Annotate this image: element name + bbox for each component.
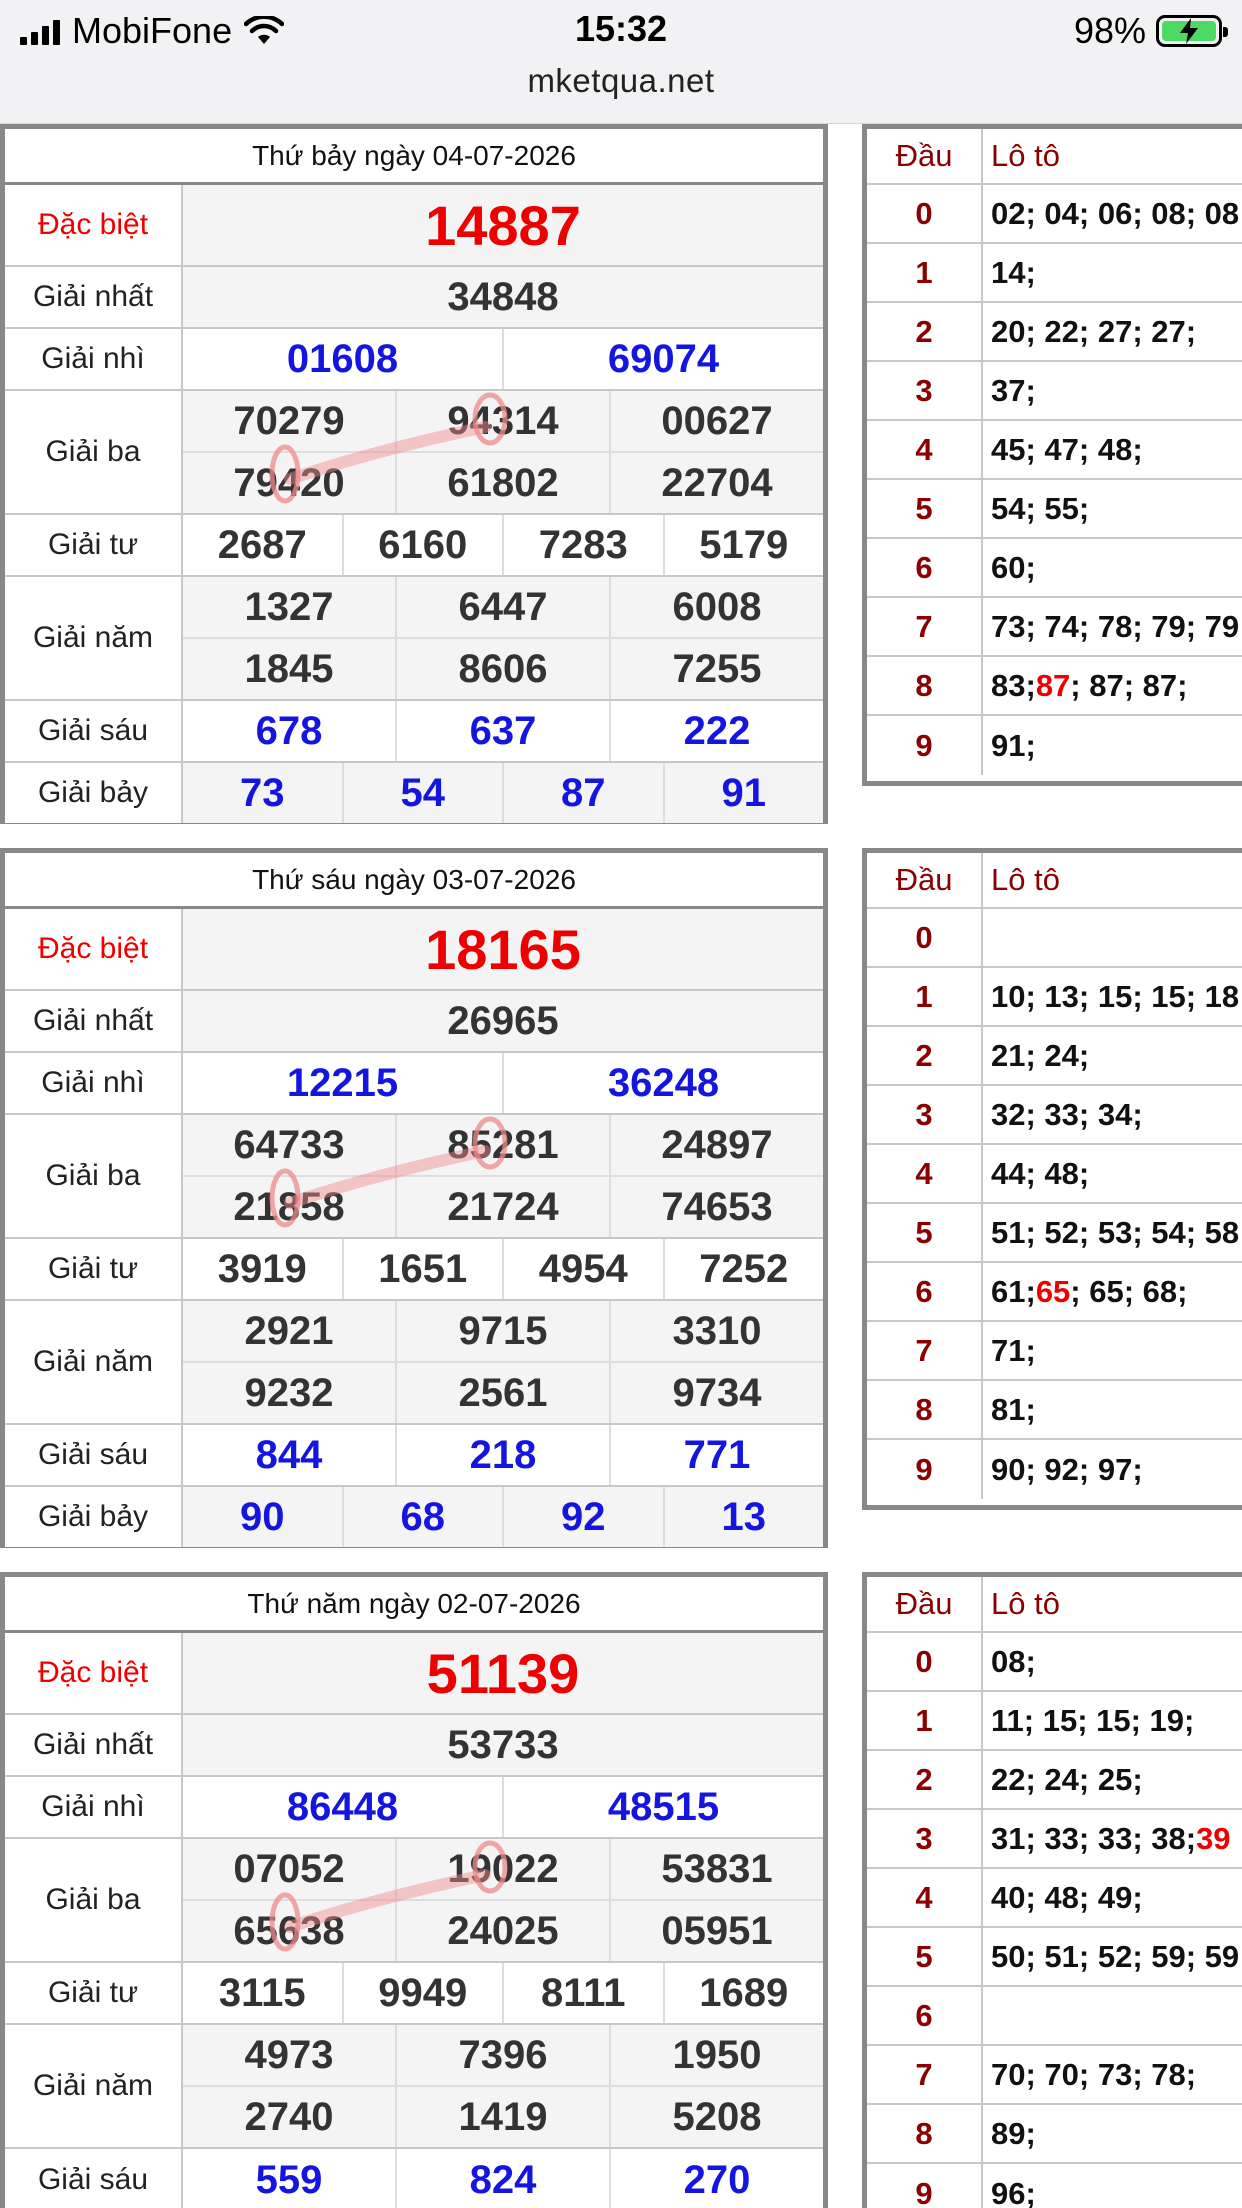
- loto-head-digit: 9: [867, 2164, 983, 2208]
- loto-head-digit: 0: [867, 185, 983, 242]
- prize-giai-tu: 7252: [663, 1239, 824, 1299]
- loto-head-digit: 6: [867, 539, 983, 596]
- loto-header: [867, 853, 1242, 909]
- loto-numbers: [983, 1322, 1036, 1379]
- status-right: [1074, 10, 1222, 52]
- loto-number-text: 73; 74; 78; 79; 79: [991, 608, 1240, 644]
- loto-number-highlight: 65: [1035, 1273, 1071, 1309]
- loto-row: [867, 1027, 1242, 1086]
- loto-numbers: [983, 2164, 1036, 2208]
- loto-head-digit: 5: [867, 1928, 983, 1985]
- prize-giai-nhi: 01608: [286, 336, 399, 381]
- draw-caption: Thứ năm ngày 02-07-2026: [5, 1577, 823, 1633]
- loto-head-digit: 0: [867, 909, 983, 966]
- prize-dac-biet: 14887: [425, 193, 581, 257]
- label-giai-bay: Giải bảy: [5, 1487, 183, 1547]
- loto-row: [867, 1928, 1242, 1987]
- row-dac-biet: [5, 909, 823, 991]
- prize-giai-tu: 8111: [502, 1963, 663, 2023]
- prize-giai-ba: 21858: [233, 1184, 345, 1229]
- loto-row: [867, 2046, 1242, 2105]
- loto-number-highlight: 87: [1035, 667, 1071, 703]
- loto-number-text: 44; 48;: [991, 1155, 1090, 1191]
- label-dac-biet: Đặc biệt: [5, 185, 183, 265]
- prize-giai-ba: 85281: [395, 1115, 609, 1175]
- loto-numbers: [983, 716, 1036, 775]
- row-giai-ba: [5, 391, 823, 515]
- loto-row: [867, 657, 1242, 716]
- label-giai-sau: Giải sáu: [5, 701, 183, 761]
- loto-number-text: 31; 33; 33; 38;: [991, 1820, 1197, 1856]
- loto-numbers: [983, 1204, 1239, 1261]
- loto-numbers: [983, 2105, 1036, 2162]
- header-dau: Đầu: [867, 853, 983, 907]
- loto-numbers: [983, 1086, 1143, 1143]
- prize-giai-nam: 9232: [244, 1370, 334, 1415]
- prize-giai-bay: 68: [342, 1487, 503, 1547]
- loto-row: [867, 909, 1242, 968]
- loto-table: [862, 1572, 1242, 2208]
- loto-numbers: [983, 362, 1036, 419]
- loto-numbers: [983, 1633, 1036, 1690]
- prize-giai-nam: 1419: [395, 2087, 609, 2147]
- loto-head-digit: 4: [867, 1145, 983, 1202]
- loto-table: [862, 124, 1242, 786]
- loto-numbers: [983, 1027, 1089, 1084]
- loto-row: [867, 1751, 1242, 1810]
- row-giai-nhat: [5, 267, 823, 329]
- loto-number-text: 50; 51; 52; 59; 59: [991, 1938, 1240, 1974]
- prize-giai-ba: 61802: [395, 453, 609, 513]
- prize-giai-bay: 91: [663, 763, 824, 823]
- loto-head-digit: 0: [867, 1633, 983, 1690]
- loto-number-text: 10; 13; 15; 15; 18: [991, 978, 1240, 1014]
- loto-row: [867, 968, 1242, 1027]
- loto-head-digit: 3: [867, 362, 983, 419]
- prize-giai-sau: 824: [395, 2149, 609, 2208]
- loto-row: [867, 1987, 1242, 2046]
- prize-giai-nam: 7396: [395, 2025, 609, 2085]
- prize-giai-nam: 4973: [244, 2032, 334, 2077]
- loto-row: [867, 1633, 1242, 1692]
- loto-row: [867, 1086, 1242, 1145]
- loto-head-digit: 9: [867, 716, 983, 775]
- prize-giai-nam: 2921: [244, 1308, 334, 1353]
- prize-giai-bay: 87: [502, 763, 663, 823]
- clock: 15:32: [574, 8, 668, 49]
- loto-row: [867, 1322, 1242, 1381]
- loto-head-digit: 5: [867, 480, 983, 537]
- loto-header: [867, 129, 1242, 185]
- row-giai-nhi: [5, 1053, 823, 1115]
- prize-giai-tu: 3115: [218, 1970, 306, 2015]
- prize-giai-nhat: 34848: [447, 274, 559, 319]
- prize-giai-tu: 4954: [502, 1239, 663, 1299]
- prize-dac-biet: 51139: [426, 1641, 580, 1705]
- prize-giai-nam: 2561: [395, 1363, 609, 1423]
- prize-giai-ba: 79420: [233, 460, 345, 505]
- battery-charging-icon: [1156, 15, 1222, 47]
- loto-number-text: ; 87; 87;: [1070, 667, 1188, 703]
- loto-numbers: [983, 1692, 1194, 1749]
- draw-caption: Thứ sáu ngày 03-07-2026: [5, 853, 823, 909]
- row-giai-sau: [5, 701, 823, 763]
- loto-number-text: 54; 55;: [991, 490, 1090, 526]
- prize-giai-sau: 270: [609, 2149, 823, 2208]
- loto-row: [867, 303, 1242, 362]
- loto-numbers: [983, 1145, 1089, 1202]
- loto-row: [867, 185, 1242, 244]
- loto-table: [862, 848, 1242, 1510]
- loto-row: [867, 1440, 1242, 1499]
- loto-head-digit: 1: [867, 968, 983, 1025]
- loto-numbers: [983, 421, 1143, 478]
- loto-row: [867, 2105, 1242, 2164]
- row-giai-sau: [5, 1425, 823, 1487]
- loto-number-text: 81;: [991, 1391, 1036, 1427]
- status-bar: [0, 0, 1242, 124]
- prize-giai-ba: 70279: [233, 398, 345, 443]
- prize-giai-nhat: 53733: [447, 1722, 559, 1767]
- loto-row: [867, 716, 1242, 775]
- prize-giai-nhi: 86448: [286, 1784, 399, 1829]
- loto-head-digit: 3: [867, 1086, 983, 1143]
- header-loto: Lô tô: [991, 862, 1060, 897]
- row-giai-nam: [5, 2025, 823, 2149]
- prize-giai-sau: 222: [609, 701, 823, 761]
- prize-giai-nam: 2740: [244, 2094, 334, 2139]
- loto-number-text: 02; 04; 06; 08; 08: [991, 195, 1240, 231]
- loto-number-text: 11; 15; 15; 19;: [991, 1702, 1195, 1738]
- prize-giai-nam: 6008: [609, 577, 823, 637]
- prize-giai-ba: 21724: [395, 1177, 609, 1237]
- prize-giai-nam: 7255: [609, 639, 823, 699]
- row-giai-ba: [5, 1839, 823, 1963]
- prize-giai-nhi: 48515: [502, 1777, 823, 1837]
- loto-number-text: 61;: [991, 1273, 1036, 1309]
- label-giai-tu: Giải tư: [5, 1963, 183, 2023]
- prize-giai-tu: 2687: [217, 522, 307, 567]
- loto-number-text: 32; 33; 34;: [991, 1096, 1143, 1132]
- prize-giai-nhi: 69074: [502, 329, 823, 389]
- loto-number-text: 83;: [991, 667, 1036, 703]
- row-giai-tu: [5, 1239, 823, 1301]
- label-giai-nhi: Giải nhì: [5, 329, 183, 389]
- header-dau: Đầu: [867, 129, 983, 183]
- loto-head-digit: 2: [867, 1751, 983, 1808]
- loto-row: [867, 1381, 1242, 1440]
- prize-giai-tu: 3919: [217, 1246, 307, 1291]
- battery-percent: 98%: [1073, 10, 1146, 51]
- loto-row: [867, 480, 1242, 539]
- loto-number-text: ; 65; 68;: [1070, 1273, 1188, 1309]
- loto-head-digit: 1: [867, 244, 983, 301]
- loto-number-text: 89;: [991, 2115, 1036, 2151]
- label-giai-ba: Giải ba: [5, 1839, 183, 1961]
- loto-row: [867, 1692, 1242, 1751]
- prize-giai-sau: 559: [255, 2157, 323, 2202]
- prize-giai-tu: 5179: [663, 515, 824, 575]
- loto-number-text: 14;: [991, 254, 1036, 290]
- prize-giai-bay: 54: [342, 763, 503, 823]
- loto-head-digit: 3: [867, 1810, 983, 1867]
- loto-number-text: 20; 22; 27; 27;: [991, 313, 1197, 349]
- draw-caption: Thứ bảy ngày 04-07-2026: [5, 129, 823, 185]
- prize-giai-sau: 678: [255, 708, 323, 753]
- loto-head-digit: 7: [867, 1322, 983, 1379]
- prize-giai-ba: 07052: [233, 1846, 345, 1891]
- loto-numbers: [983, 598, 1239, 655]
- loto-head-digit: 4: [867, 421, 983, 478]
- prize-giai-ba: 05951: [609, 1901, 823, 1961]
- label-giai-nam: Giải năm: [5, 1301, 183, 1423]
- loto-row: [867, 244, 1242, 303]
- label-giai-nhat: Giải nhất: [5, 991, 183, 1051]
- prize-giai-nhat: 26965: [447, 998, 559, 1043]
- label-giai-nhat: Giải nhất: [5, 1715, 183, 1775]
- prize-giai-bay: 73: [240, 770, 285, 815]
- loto-numbers: [983, 1810, 1231, 1867]
- prize-giai-tu: 1651: [342, 1239, 503, 1299]
- loto-number-text: 90; 92; 97;: [991, 1451, 1143, 1487]
- prize-giai-nam: 3310: [609, 1301, 823, 1361]
- loto-numbers: [983, 1751, 1143, 1808]
- row-giai-sau: [5, 2149, 823, 2208]
- loto-head-digit: 8: [867, 657, 983, 714]
- loto-number-text: 71;: [991, 1332, 1036, 1368]
- result-table: [0, 124, 828, 824]
- loto-head-digit: 8: [867, 2105, 983, 2162]
- prize-giai-nam: 5208: [609, 2087, 823, 2147]
- loto-number-text: 60;: [991, 549, 1036, 585]
- prize-giai-ba: 24897: [609, 1115, 823, 1175]
- loto-head-digit: 6: [867, 1987, 983, 2044]
- header-dau: Đầu: [867, 1577, 983, 1631]
- loto-numbers: [983, 244, 1036, 301]
- prize-giai-tu: 6160: [342, 515, 503, 575]
- loto-numbers: [983, 185, 1239, 242]
- loto-numbers: [983, 303, 1196, 360]
- loto-row: [867, 1204, 1242, 1263]
- prize-giai-nam: 6447: [395, 577, 609, 637]
- loto-numbers: [983, 1987, 991, 2044]
- label-giai-nhi: Giải nhì: [5, 1053, 183, 1113]
- loto-number-text: 08;: [991, 1643, 1036, 1679]
- prize-giai-sau: 844: [255, 1432, 323, 1477]
- row-giai-tu: [5, 1963, 823, 2025]
- loto-header: [867, 1577, 1242, 1633]
- prize-giai-nhi: 36248: [502, 1053, 823, 1113]
- loto-numbers: [983, 1263, 1187, 1320]
- loto-row: [867, 2164, 1242, 2208]
- loto-numbers: [983, 2046, 1196, 2103]
- loto-row: [867, 1810, 1242, 1869]
- loto-numbers: [983, 968, 1239, 1025]
- prize-giai-sau: 637: [395, 701, 609, 761]
- loto-head-digit: 9: [867, 1440, 983, 1499]
- loto-head-digit: 2: [867, 1027, 983, 1084]
- loto-numbers: [983, 909, 991, 966]
- label-dac-biet: Đặc biệt: [5, 1633, 183, 1713]
- prize-giai-sau: 218: [395, 1425, 609, 1485]
- loto-number-text: 70; 70; 73; 78;: [991, 2056, 1197, 2092]
- loto-number-text: 51; 52; 53; 54; 58: [991, 1214, 1240, 1250]
- row-giai-bay: [5, 1487, 823, 1547]
- row-giai-nhi: [5, 1777, 823, 1839]
- prize-giai-tu: 7283: [502, 515, 663, 575]
- loto-head-digit: 4: [867, 1869, 983, 1926]
- prize-giai-ba: 53831: [609, 1839, 823, 1899]
- header-loto: Lô tô: [991, 138, 1060, 173]
- prize-giai-ba: 94314: [395, 391, 609, 451]
- result-table: [0, 1572, 828, 2208]
- prize-giai-ba: 19022: [395, 1839, 609, 1899]
- loto-row: [867, 1869, 1242, 1928]
- loto-number-text: 22; 24; 25;: [991, 1761, 1143, 1797]
- label-giai-nhi: Giải nhì: [5, 1777, 183, 1837]
- prize-giai-nam: 1327: [244, 584, 334, 629]
- loto-head-digit: 2: [867, 303, 983, 360]
- row-dac-biet: [5, 185, 823, 267]
- header-loto: Lô tô: [991, 1586, 1060, 1621]
- row-giai-nhi: [5, 329, 823, 391]
- loto-numbers: [983, 657, 1187, 714]
- row-giai-nam: [5, 1301, 823, 1425]
- label-giai-nam: Giải năm: [5, 577, 183, 699]
- row-giai-ba: [5, 1115, 823, 1239]
- prize-giai-tu: 9949: [342, 1963, 503, 2023]
- row-giai-bay: [5, 763, 823, 823]
- row-giai-tu: [5, 515, 823, 577]
- loto-numbers: [983, 1381, 1036, 1438]
- label-giai-sau: Giải sáu: [5, 1425, 183, 1485]
- loto-row: [867, 539, 1242, 598]
- prize-giai-ba: 64733: [233, 1122, 345, 1167]
- label-giai-ba: Giải ba: [5, 1115, 183, 1237]
- carrier-name: MobiFone: [72, 10, 233, 51]
- loto-head-digit: 5: [867, 1204, 983, 1261]
- loto-numbers: [983, 480, 1089, 537]
- label-giai-tu: Giải tư: [5, 1239, 183, 1299]
- address-bar-url[interactable]: mketqua.net: [527, 62, 715, 99]
- row-giai-nam: [5, 577, 823, 701]
- loto-number-text: 45; 47; 48;: [991, 431, 1143, 467]
- loto-numbers: [983, 539, 1036, 596]
- loto-number-text: 40; 48; 49;: [991, 1879, 1143, 1915]
- label-giai-sau: Giải sáu: [5, 2149, 183, 2208]
- label-giai-tu: Giải tư: [5, 515, 183, 575]
- label-dac-biet: Đặc biệt: [5, 909, 183, 989]
- loto-row: [867, 1145, 1242, 1204]
- loto-head-digit: 8: [867, 1381, 983, 1438]
- prize-giai-ba: 65638: [233, 1908, 345, 1953]
- loto-head-digit: 7: [867, 2046, 983, 2103]
- prize-giai-bay: 13: [663, 1487, 824, 1547]
- label-giai-nhat: Giải nhất: [5, 267, 183, 327]
- result-table: [0, 848, 828, 1548]
- loto-row: [867, 1263, 1242, 1322]
- loto-head-digit: 6: [867, 1263, 983, 1320]
- row-dac-biet: [5, 1633, 823, 1715]
- row-giai-nhat: [5, 991, 823, 1053]
- loto-head-digit: 7: [867, 598, 983, 655]
- loto-number-text: 96;: [991, 2175, 1036, 2208]
- prize-giai-tu: 1689: [663, 1963, 824, 2023]
- prize-giai-nam: 8606: [395, 639, 609, 699]
- loto-number-text: 21; 24;: [991, 1037, 1090, 1073]
- prize-giai-sau: 771: [609, 1425, 823, 1485]
- loto-row: [867, 362, 1242, 421]
- prize-giai-nam: 1845: [244, 646, 334, 691]
- prize-giai-bay: 90: [240, 1494, 285, 1539]
- loto-number-highlight: 39: [1196, 1820, 1231, 1856]
- prize-giai-nam: 1950: [609, 2025, 823, 2085]
- loto-row: [867, 598, 1242, 657]
- prize-giai-ba: 22704: [609, 453, 823, 513]
- prize-giai-ba: 00627: [609, 391, 823, 451]
- prize-giai-nam: 9715: [395, 1301, 609, 1361]
- loto-number-text: 91;: [991, 727, 1036, 763]
- loto-head-digit: 1: [867, 1692, 983, 1749]
- prize-dac-biet: 18165: [425, 917, 581, 981]
- prize-giai-bay: 92: [502, 1487, 663, 1547]
- row-giai-nhat: [5, 1715, 823, 1777]
- loto-row: [867, 421, 1242, 480]
- prize-giai-nhi: 12215: [286, 1060, 399, 1105]
- label-giai-bay: Giải bảy: [5, 763, 183, 823]
- label-giai-nam: Giải năm: [5, 2025, 183, 2147]
- label-giai-ba: Giải ba: [5, 391, 183, 513]
- loto-numbers: [983, 1928, 1239, 1985]
- loto-number-text: 37;: [991, 372, 1036, 408]
- prize-giai-ba: 74653: [609, 1177, 823, 1237]
- prize-giai-ba: 24025: [395, 1901, 609, 1961]
- prize-giai-nam: 9734: [609, 1363, 823, 1423]
- loto-numbers: [983, 1869, 1143, 1926]
- loto-numbers: [983, 1440, 1143, 1499]
